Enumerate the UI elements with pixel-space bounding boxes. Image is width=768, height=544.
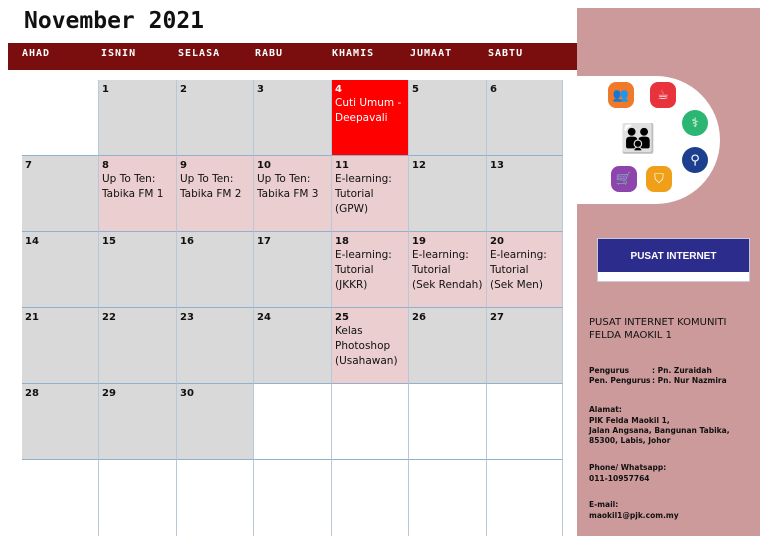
- day-number: 18: [335, 236, 349, 247]
- day-event: Up To Ten: Tabika FM 3: [257, 173, 319, 200]
- empty-day-cell: [332, 384, 409, 460]
- day-number: 28: [25, 388, 39, 399]
- day-cell-5: [409, 80, 487, 156]
- day-number: 7: [25, 160, 32, 171]
- day-number: 24: [257, 312, 271, 323]
- day-number: 9: [180, 160, 187, 171]
- day-event: Cuti Umum - Deepavali: [335, 97, 402, 124]
- day-number: 11: [335, 160, 349, 171]
- day-number: 26: [412, 312, 426, 323]
- day-number: 16: [180, 236, 194, 247]
- weekday-isnin: ISNIN: [101, 48, 137, 59]
- day-cell-26: [409, 308, 487, 384]
- day-number: 30: [180, 388, 194, 399]
- banner-title: PUSAT INTERNET: [630, 251, 717, 262]
- group-icon: 👥: [608, 82, 634, 108]
- weekday-ahad: AHAD: [22, 48, 51, 59]
- day-number: 10: [257, 160, 271, 171]
- day-number: 8: [102, 160, 109, 171]
- day-number: 21: [25, 312, 39, 323]
- day-number: 15: [102, 236, 116, 247]
- day-cell-27: [487, 308, 563, 384]
- weekday-selasa: SELASA: [178, 48, 221, 59]
- page-title: November 2021: [24, 8, 205, 34]
- day-cell-16: [177, 232, 254, 308]
- day-number: 17: [257, 236, 271, 247]
- pengurus-value: : Pn. Zuraidah: [652, 366, 712, 375]
- email-address: maokil1@pjk.com.my: [589, 511, 679, 520]
- banner-logo-strip: [598, 272, 749, 281]
- empty-day-cell: [487, 384, 563, 460]
- day-cell-7: [22, 156, 99, 232]
- health-icon: ⚕: [682, 110, 708, 136]
- day-cell-17: [254, 232, 332, 308]
- community-icon: 👪: [620, 121, 656, 155]
- empty-day-cell: [409, 384, 487, 460]
- alamat-label: Alamat:: [589, 405, 622, 414]
- day-cell-12: [409, 156, 487, 232]
- pengurus-label: Pengurus: [589, 366, 630, 375]
- day-cell-22: [99, 308, 177, 384]
- day-number: 1: [102, 84, 109, 95]
- day-number: 29: [102, 388, 116, 399]
- alamat-text: PIK Felda Maokil 1, Jalan Angsana, Bangunan Tabika, 85300, Labis, Johor: [589, 416, 730, 445]
- day-number: 13: [490, 160, 504, 171]
- empty-day-cell: [409, 460, 487, 536]
- day-event: E-learning: Tutorial (Sek Men): [490, 249, 547, 291]
- day-event: Kelas Photoshop (Usahawan): [335, 325, 398, 367]
- pusat-internet-banner: [597, 238, 750, 282]
- phone-label: Phone/ Whatsapp:: [589, 463, 667, 472]
- day-event: E-learning: Tutorial (GPW): [335, 173, 392, 215]
- org-name: PUSAT INTERNET KOMUNITI FELDA MAOKIL 1: [589, 317, 727, 341]
- day-number: 5: [412, 84, 419, 95]
- day-cell-28: [22, 384, 99, 460]
- day-number: 2: [180, 84, 187, 95]
- empty-day-cell: [22, 460, 99, 536]
- day-cell-11: [332, 156, 409, 232]
- day-number: 3: [257, 84, 264, 95]
- empty-day-cell: [177, 460, 254, 536]
- empty-day-cell: [487, 460, 563, 536]
- shield-icon: ⛉: [646, 166, 672, 192]
- day-event: E-learning: Tutorial (Sek Rendah): [412, 249, 483, 291]
- email-label: E-mail:: [589, 500, 619, 509]
- day-cell-10: [254, 156, 332, 232]
- day-cell-21: [22, 308, 99, 384]
- chat-icon: ☕: [650, 82, 676, 108]
- day-cell-13: [487, 156, 563, 232]
- day-number: 27: [490, 312, 504, 323]
- day-cell-14: [22, 232, 99, 308]
- day-cell-15: [99, 232, 177, 308]
- day-cell-25: [332, 308, 409, 384]
- day-cell-23: [177, 308, 254, 384]
- phone-number: 011-10957764: [589, 474, 650, 483]
- day-cell-1: [99, 80, 177, 156]
- day-number: 4: [335, 84, 342, 95]
- weekday-khamis: KHAMIS: [332, 48, 375, 59]
- empty-day-cell: [99, 460, 177, 536]
- weekday-rabu: RABU: [255, 48, 284, 59]
- pen-pengurus-row: [589, 376, 727, 386]
- day-number: 14: [25, 236, 39, 247]
- day-cell-9: [177, 156, 254, 232]
- empty-day-cell: [22, 80, 99, 156]
- day-cell-24: [254, 308, 332, 384]
- day-number: 12: [412, 160, 426, 171]
- day-number: 22: [102, 312, 116, 323]
- pen-pengurus-label: Pen. Pengurus: [589, 376, 651, 385]
- weekday-jumaat: JUMAAT: [410, 48, 453, 59]
- day-cell-2: [177, 80, 254, 156]
- day-cell-18: [332, 232, 409, 308]
- day-number: 20: [490, 236, 504, 247]
- day-cell-4: [332, 80, 409, 156]
- pengurus-row: [589, 366, 712, 376]
- day-event: Up To Ten: Tabika FM 1: [102, 173, 164, 200]
- empty-day-cell: [254, 384, 332, 460]
- day-cell-30: [177, 384, 254, 460]
- pen-pengurus-value: : Pn. Nur Nazmira: [652, 376, 727, 385]
- day-cell-6: [487, 80, 563, 156]
- cart-icon: 🛒: [611, 166, 637, 192]
- day-cell-20: [487, 232, 563, 308]
- day-number: 23: [180, 312, 194, 323]
- empty-day-cell: [332, 460, 409, 536]
- day-cell-8: [99, 156, 177, 232]
- day-event: E-learning: Tutorial (JKKR): [335, 249, 392, 291]
- empty-day-cell: [254, 460, 332, 536]
- day-number: 6: [490, 84, 497, 95]
- location-icon: ⚲: [682, 147, 708, 173]
- day-number: 19: [412, 236, 426, 247]
- day-event: Up To Ten: Tabika FM 2: [180, 173, 242, 200]
- day-cell-29: [99, 384, 177, 460]
- weekday-sabtu: SABTU: [488, 48, 524, 59]
- day-number: 25: [335, 312, 349, 323]
- day-cell-19: [409, 232, 487, 308]
- day-cell-3: [254, 80, 332, 156]
